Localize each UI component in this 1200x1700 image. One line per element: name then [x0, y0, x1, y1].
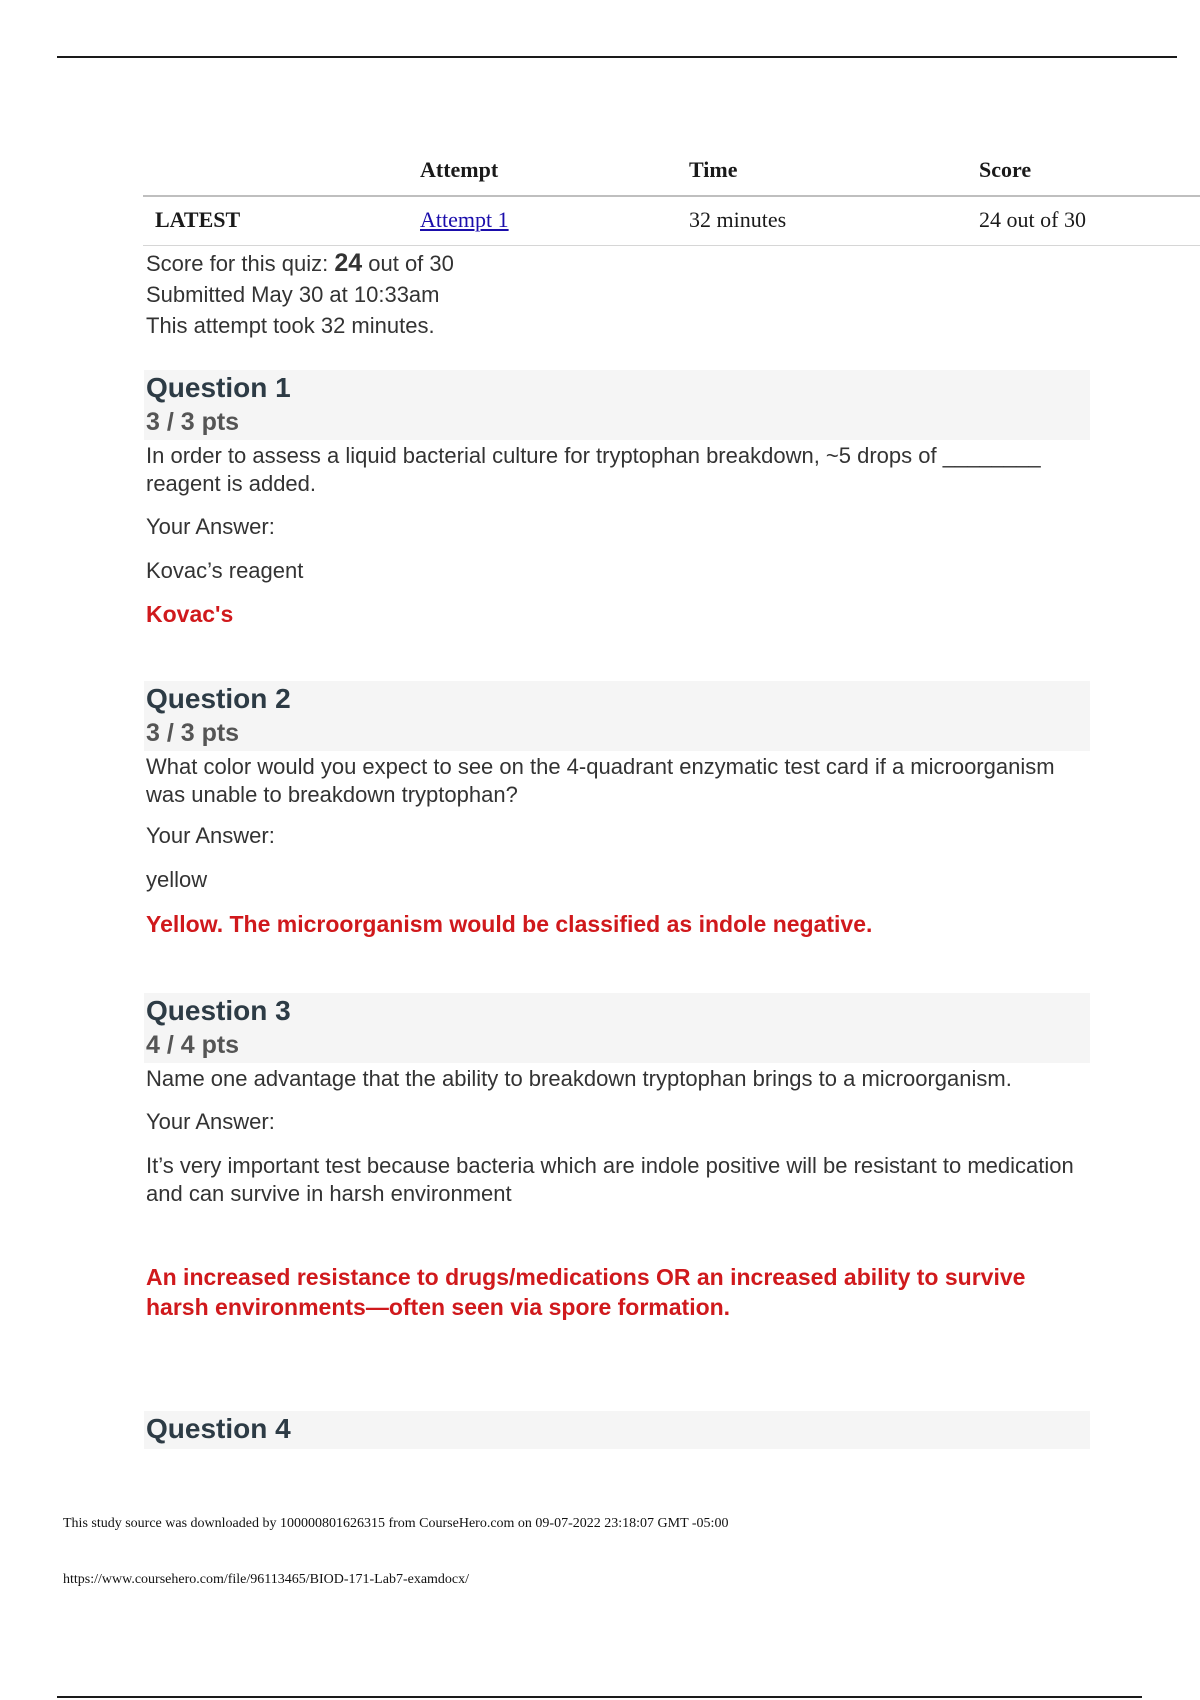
- question-2: [144, 681, 1090, 939]
- latest-label: LATEST: [155, 207, 241, 232]
- question-title: Question 4: [146, 1413, 291, 1444]
- duration-line: This attempt took 32 minutes.: [146, 313, 435, 338]
- question-title: Question 2: [146, 683, 291, 714]
- question-header: [144, 993, 1090, 1063]
- header-score: Score: [979, 157, 1032, 182]
- top-divider: [57, 56, 1177, 58]
- score-suffix: out of 30: [368, 251, 454, 276]
- submitted-line: Submitted May 30 at 10:33am: [146, 282, 440, 307]
- question-title: Question 3: [146, 995, 291, 1026]
- table-header-row: [143, 148, 1200, 197]
- your-answer-label: Your Answer:: [146, 1109, 275, 1134]
- correct-answer: Kovac's: [146, 601, 234, 627]
- header-time: Time: [689, 157, 738, 182]
- source-url: https://www.coursehero.com/file/96113465/BIOD-171-Lab7-examdocx/: [63, 1572, 470, 1587]
- score-cell: 24 out of 30: [979, 207, 1086, 232]
- header-attempt: Attempt: [420, 157, 499, 182]
- question-header: [144, 370, 1090, 440]
- attempt-link[interactable]: Attempt 1: [420, 207, 509, 232]
- your-answer: yellow: [146, 867, 208, 892]
- question-title: Question 1: [146, 372, 291, 403]
- your-answer-label: Your Answer:: [146, 514, 275, 539]
- quiz-summary: [146, 248, 454, 341]
- bottom-divider: [57, 1696, 1142, 1698]
- attempt-history-table: [143, 148, 1200, 246]
- question-points: 4 / 4 pts: [146, 1031, 240, 1059]
- question-text: In order to assess a liquid bacterial culture for tryptophan breakdown, ~5 drops of ________ reagent is added.: [146, 443, 1041, 496]
- score-prefix: Score for this quiz:: [146, 251, 329, 276]
- question-header: [144, 1411, 1090, 1449]
- question-text: What color would you expect to see on the 4-quadrant enzymatic test card if a microorganism was unable to breakdown tryptophan?: [146, 754, 1055, 807]
- question-points: 3 / 3 pts: [146, 719, 240, 747]
- correct-answer: Yellow. The microorganism would be classified as indole negative.: [146, 911, 873, 937]
- question-4: [144, 1411, 1090, 1449]
- question-header: [144, 681, 1090, 751]
- question-points: 3 / 3 pts: [146, 408, 240, 436]
- correct-answer: An increased resistance to drugs/medications OR an increased ability to survive harsh environments—often seen via spore formation.: [146, 1264, 1026, 1320]
- time-cell: 32 minutes: [689, 207, 787, 232]
- your-answer: Kovac’s reagent: [146, 558, 304, 583]
- attempt-cell: [420, 207, 509, 233]
- score-value: 24: [334, 249, 363, 277]
- score-line: [146, 248, 454, 279]
- download-source-note: This study source was downloaded by 100000801626315 from CourseHero.com on 09-07-2022 23:18:07 GMT -05:00: [63, 1516, 729, 1531]
- your-answer: It’s very important test because bacteria which are indole positive will be resistant to medication and can survive in harsh environment: [146, 1153, 1074, 1206]
- question-1: [144, 370, 1090, 629]
- question-text: Name one advantage that the ability to breakdown tryptophan brings to a microorganism.: [146, 1066, 1012, 1091]
- table-row: [143, 197, 1200, 246]
- your-answer-label: Your Answer:: [146, 823, 275, 848]
- question-3: [144, 993, 1090, 1322]
